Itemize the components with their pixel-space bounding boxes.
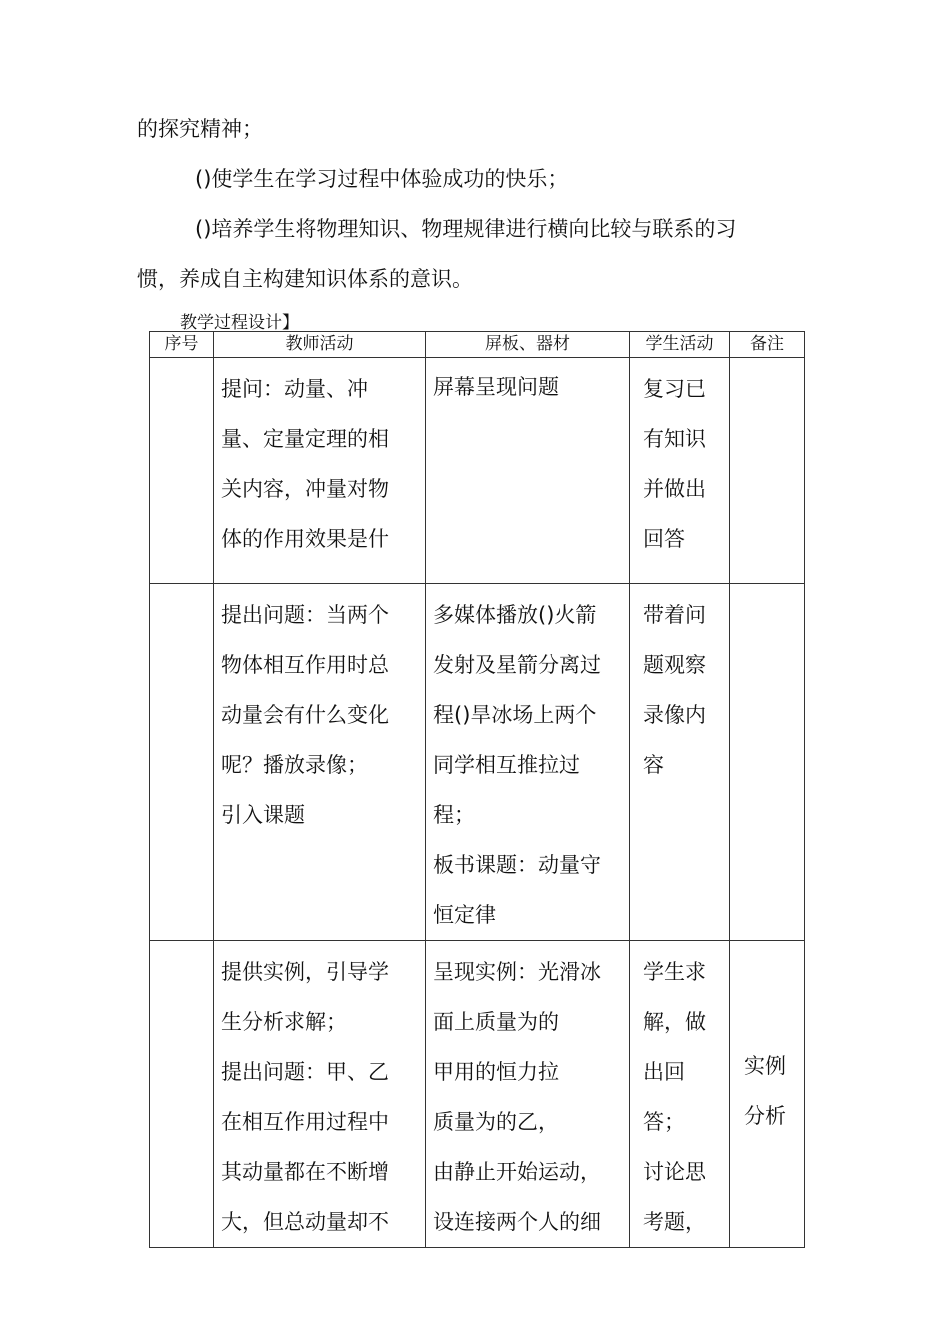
cell-line: 其动量都在不断增 <box>221 1160 389 1184</box>
paragraph-2: ()使学生在学习过程中体验成功的快乐； <box>195 167 569 191</box>
cell-line: 设连接两个人的细 <box>433 1210 601 1234</box>
cell-line: 答； <box>643 1110 685 1134</box>
header-notes: 备注 <box>730 332 805 358</box>
cell-line: 分析 <box>744 1104 786 1128</box>
cell-line: 由静止开始运动， <box>433 1160 601 1184</box>
header-screen-equipment: 屏板、器材 <box>426 332 630 358</box>
cell-line: 解，做 <box>643 1010 706 1034</box>
paragraph-3: ()培养学生将物理知识、物理规律进行横向比较与联系的习 <box>195 217 737 241</box>
cell-line: 考题， <box>643 1210 706 1234</box>
cell-line: 动量会有什么变化 <box>221 703 389 727</box>
teacher-activity-cell <box>214 941 426 1248</box>
student-activity-cell <box>630 941 730 1248</box>
cell-line: 提供实例，引导学 <box>221 960 389 984</box>
student-activity-cell <box>630 584 730 941</box>
student-activity-cell <box>630 358 730 584</box>
table-header-row <box>150 332 805 358</box>
cell-line: 出回 <box>643 1060 685 1084</box>
cell-line: 大，但总动量却不 <box>221 1210 389 1234</box>
cell-line: 复习已 <box>643 377 706 401</box>
table-row <box>150 584 805 941</box>
paragraph-4: 惯，养成自主构建知识体系的意识。 <box>137 267 473 291</box>
table-caption: 教学过程设计】 <box>180 313 299 333</box>
cell-line: 程()旱冰场上两个 <box>433 703 597 727</box>
cell-line: 提出问题：当两个 <box>221 603 389 627</box>
seq-cell <box>150 358 214 584</box>
header-seq: 序号 <box>150 332 214 358</box>
cell-line: 学生求 <box>643 960 706 984</box>
screen-equipment-cell <box>426 358 630 584</box>
cell-line: 同学相互推拉过 <box>433 753 580 777</box>
teacher-activity-cell <box>214 358 426 584</box>
cell-line: 在相互作用过程中 <box>221 1110 389 1134</box>
cell-line: 多媒体播放()火箭 <box>433 603 597 627</box>
cell-line: 屏幕呈现问题 <box>433 375 559 399</box>
screen-equipment-cell <box>426 941 630 1248</box>
cell-line: 并做出 <box>643 477 706 501</box>
cell-line: 面上质量为的 <box>433 1010 559 1034</box>
cell-line: 板书课题：动量守 <box>433 853 601 877</box>
paragraph-1: 的探究精神； <box>137 117 263 141</box>
cell-line: 有知识 <box>643 427 706 451</box>
cell-line: 体的作用效果是什 <box>221 527 389 551</box>
seq-cell <box>150 584 214 941</box>
cell-line: 引入课题 <box>221 803 305 827</box>
cell-line: 关内容，冲量对物 <box>221 477 389 501</box>
teacher-activity-cell <box>214 584 426 941</box>
cell-line: 程； <box>433 803 475 827</box>
notes-cell <box>730 358 805 584</box>
cell-line: 录像内 <box>643 703 706 727</box>
cell-line: 物体相互作用时总 <box>221 653 389 677</box>
cell-line: 呢？播放录像； <box>221 753 368 777</box>
cell-line: 提出问题：甲、乙 <box>221 1060 389 1084</box>
cell-line: 生分析求解； <box>221 1010 347 1034</box>
cell-line: 呈现实例：光滑冰 <box>433 960 601 984</box>
cell-line: 发射及星箭分离过 <box>433 653 601 677</box>
notes-cell <box>730 941 805 1248</box>
header-teacher-activity: 教师活动 <box>214 332 426 358</box>
cell-line: 回答 <box>643 527 685 551</box>
cell-line: 甲用的恒力拉 <box>433 1060 559 1084</box>
cell-line: 讨论思 <box>643 1160 706 1184</box>
notes-cell <box>730 584 805 941</box>
table-row <box>150 941 805 1248</box>
cell-line: 质量为的乙， <box>433 1110 559 1134</box>
header-student-activity: 学生活动 <box>630 332 730 358</box>
cell-line: 带着问 <box>643 603 706 627</box>
cell-line: 提问：动量、冲 <box>221 377 368 401</box>
cell-line: 量、定量定理的相 <box>221 427 389 451</box>
table-row <box>150 358 805 584</box>
cell-line: 实例 <box>744 1054 786 1078</box>
cell-line: 恒定律 <box>433 903 496 927</box>
seq-cell <box>150 941 214 1248</box>
cell-line: 题观察 <box>643 653 706 677</box>
screen-equipment-cell <box>426 584 630 941</box>
teaching-process-table <box>149 331 805 1248</box>
cell-line: 容 <box>643 753 664 777</box>
